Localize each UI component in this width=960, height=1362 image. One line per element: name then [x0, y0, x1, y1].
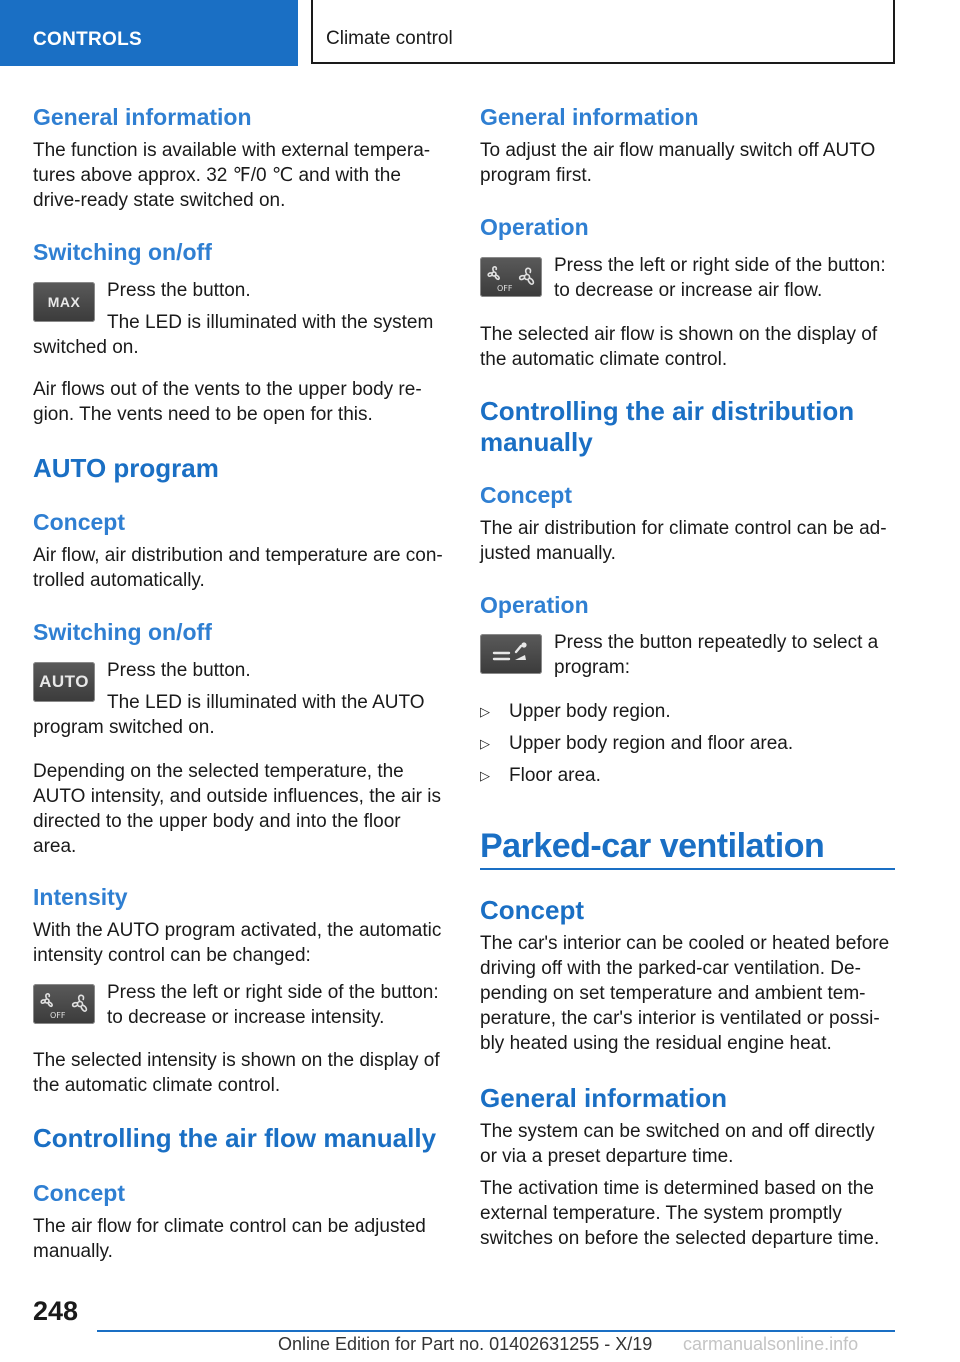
edition-text: Online Edition for Part no. 01402631255 - X/19	[278, 1334, 653, 1354]
fan-icon	[480, 257, 542, 297]
heading-controlling-air-distribution: Controlling the air distribution manually	[480, 396, 855, 457]
page-number: 248	[33, 1296, 79, 1326]
paragraph: The air flow for climate control can be adjusted manually.	[33, 1216, 426, 1262]
section-rule	[480, 868, 895, 870]
heading-operation: Operation	[480, 592, 589, 618]
paragraph: Depending on the selected temperature, the AUTO intensity, and outside influences, the air is directed to the upper body and into the floor area.	[33, 761, 442, 857]
paragraph: To adjust the air flow manually switch off AUTO program first.	[480, 140, 876, 186]
fan-intensity-button-icon	[33, 984, 95, 1024]
paragraph: The selected air flow is shown on the display of the automatic climate control.	[480, 324, 878, 370]
heading-concept: Concept	[480, 482, 572, 508]
heading-switching-on-off: Switching on/off	[33, 619, 212, 645]
air-distribution-icon	[480, 634, 542, 674]
paragraph: Press the left or right side of the button: to decrease or increase air flow.	[554, 255, 886, 301]
page-header	[0, 0, 960, 66]
list-item: ▷ Upper body region and floor area.	[480, 733, 794, 754]
chapter-title: Climate control	[311, 0, 895, 64]
heading-switching-on-off: Switching on/off	[33, 239, 212, 265]
triangle-bullet-icon: ▷	[480, 736, 490, 751]
off-label: OFF	[50, 1011, 66, 1020]
paragraph: The car's interior can be cooled or heated before driving off with the parked-car ventilation. De- pending on set temperature and ambient tem- perature, the car's interior is ventilated or possi- bly heated using the residual engine heat.	[480, 933, 890, 1054]
air-distribution-button-icon	[480, 634, 542, 674]
heading-intensity: Intensity	[33, 884, 128, 910]
auto-button-label: AUTO	[39, 672, 89, 691]
watermark: carmanualsonline.info	[683, 1334, 859, 1354]
section-tab: CONTROLS	[0, 0, 298, 66]
triangle-bullet-icon: ▷	[480, 704, 490, 719]
paragraph: Air flow, air distribution and temperature are con- trolled automatically.	[33, 545, 443, 591]
heading-general-information: General information	[33, 104, 252, 130]
max-ac-button-label: MAX	[47, 294, 81, 310]
fan-airflow-button-icon	[480, 257, 542, 297]
off-label: OFF	[497, 284, 513, 293]
paragraph: The activation time is determined based on the external temperature. The system promptly switches on before the selected departure time.	[480, 1178, 880, 1249]
paragraph: The air distribution for climate control can be ad- justed manually.	[480, 518, 887, 564]
heading-concept: Concept	[480, 895, 584, 925]
triangle-bullet-icon: ▷	[480, 768, 490, 783]
paragraph: The system can be switched on and off directly or via a preset departure time.	[480, 1121, 875, 1167]
heading-concept: Concept	[33, 1180, 125, 1206]
paragraph: Press the left or right side of the button: to decrease or increase intensity.	[107, 982, 439, 1028]
paragraph: Air flows out of the vents to the upper body re- gion. The vents need to be open for this.	[33, 379, 422, 425]
list-item: ▷ Floor area.	[480, 765, 601, 786]
paragraph: Press the button.	[107, 660, 251, 681]
heading-operation: Operation	[480, 214, 589, 240]
paragraph: With the AUTO program activated, the automatic intensity control can be changed:	[33, 920, 442, 966]
fan-icon	[33, 984, 95, 1024]
paragraph: The selected intensity is shown on the display of the automatic climate control.	[33, 1050, 440, 1096]
heading-controlling-air-flow: Controlling the air flow manually	[33, 1123, 437, 1153]
paragraph: Press the button repeatedly to select a program:	[554, 632, 879, 678]
heading-auto-program: AUTO program	[33, 453, 219, 483]
paragraph: Press the button.	[107, 280, 251, 301]
heading-parked-car-ventilation: Parked-car ventilation	[480, 827, 825, 865]
paragraph: The LED is illuminated with the AUTO program switched on.	[33, 692, 425, 738]
list-item: ▷ Upper body region.	[480, 701, 671, 722]
heading-concept: Concept	[33, 509, 125, 535]
heading-general-information: General information	[480, 104, 699, 130]
heading-general-information: General information	[480, 1083, 728, 1113]
footer-rule	[97, 1330, 895, 1332]
paragraph: The LED is illuminated with the system switched on.	[33, 312, 434, 358]
paragraph: The function is available with external tempera- tures above approx. 32 ℉/0 ℃ and with the drive-ready state switched on.	[33, 140, 431, 211]
